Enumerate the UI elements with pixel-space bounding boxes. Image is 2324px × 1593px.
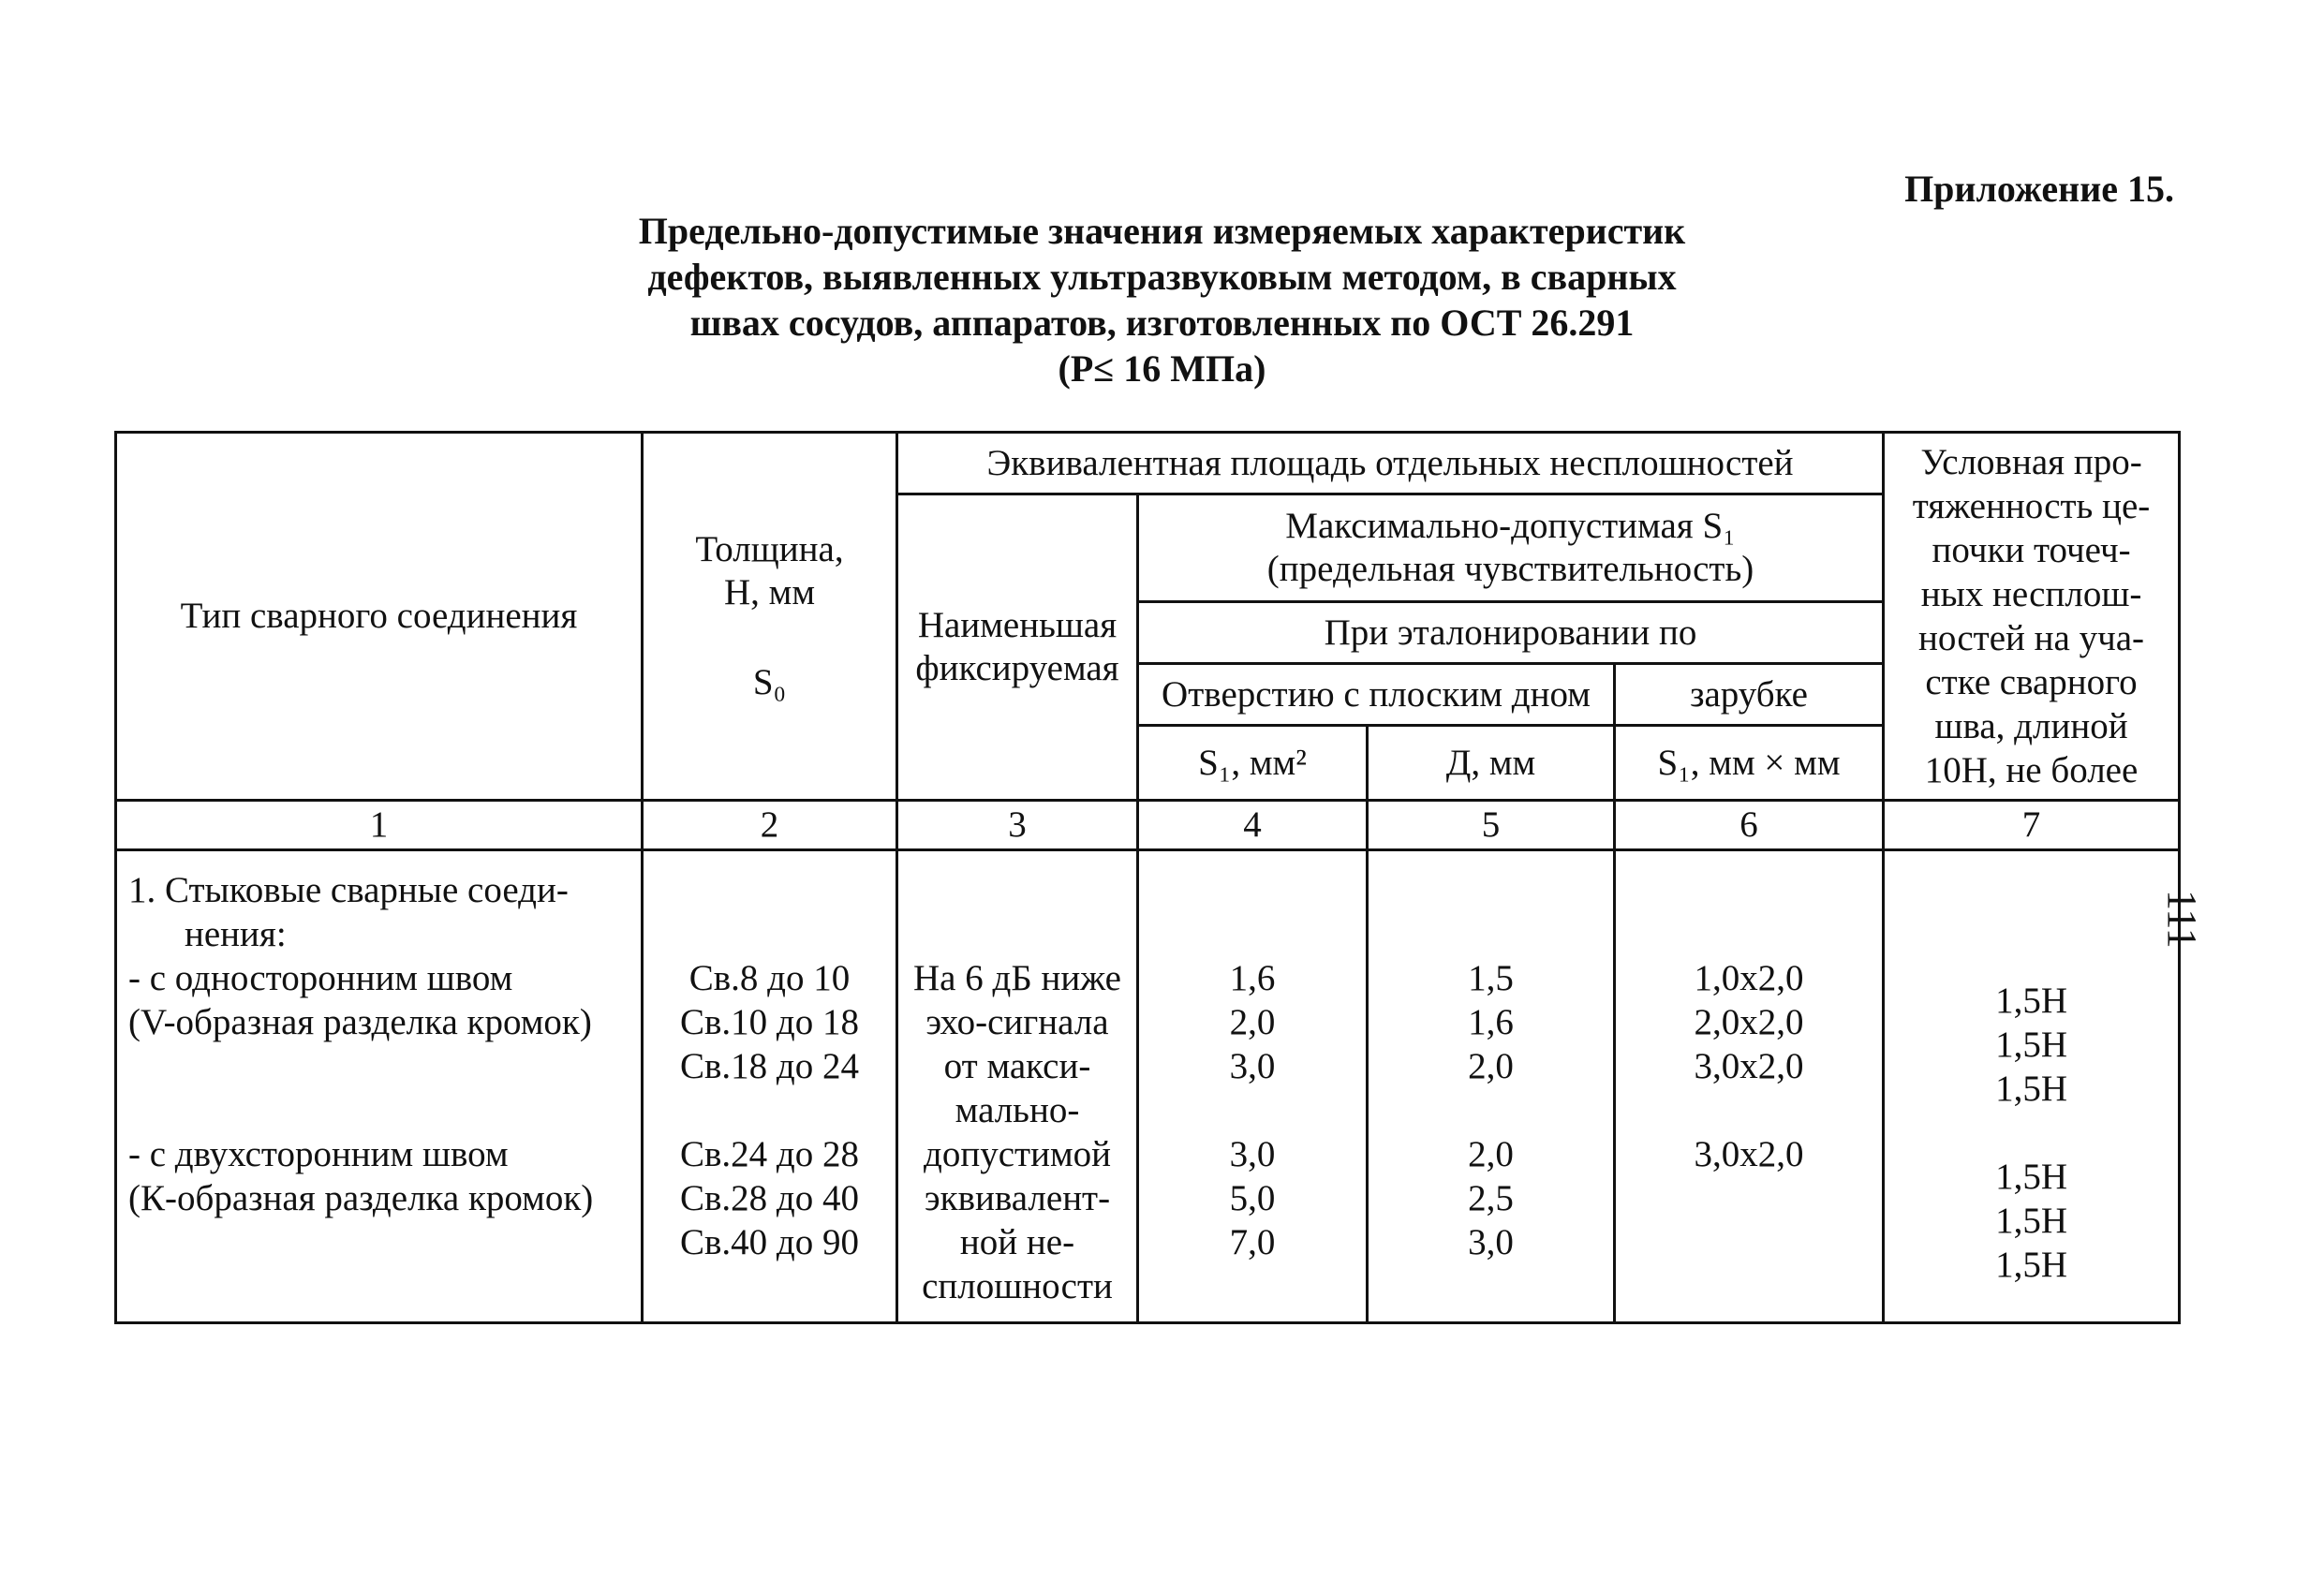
header-chain-line: ностей на уча- xyxy=(1918,618,2145,658)
header-diameter: Д, мм xyxy=(1368,726,1615,801)
joint-type-line: 1. Стыковые сварные соеди- xyxy=(128,870,569,910)
diameter-value: 1,5 xyxy=(1468,958,1514,998)
header-max-allowed xyxy=(1138,494,1884,602)
joint-type-cell xyxy=(116,850,643,1323)
min-detectable-line: от макси- xyxy=(943,1046,1091,1086)
diameter-value: 2,0 xyxy=(1468,1046,1514,1086)
header-chain-length xyxy=(1884,433,2180,801)
min-detectable-line: эквивалент- xyxy=(924,1178,1111,1218)
column-number: 7 xyxy=(1884,801,2180,850)
thickness-value: Св.10 до 18 xyxy=(679,1002,860,1042)
header-chain-line: стке сварного xyxy=(1925,662,2138,702)
appendix-label: Приложение 15. xyxy=(1904,168,2174,210)
title-line: Предельно-допустимые значения измеряемых характеристик xyxy=(638,210,1686,252)
thickness-value: Св.28 до 40 xyxy=(679,1178,860,1218)
diameter-value: 3,0 xyxy=(1468,1222,1514,1262)
s1-area-value: 3,0 xyxy=(1229,1134,1276,1174)
defects-table xyxy=(114,431,2181,1324)
header-joint-type: Тип сварного соединения xyxy=(116,433,643,801)
header-chain-line: почки точеч- xyxy=(1932,530,2131,570)
header-thickness-symbol: S₀ xyxy=(752,662,787,702)
joint-type-line: - с односторонним швом xyxy=(128,958,513,998)
thickness-cell xyxy=(643,850,897,1323)
header-min-line: Наименьшая xyxy=(917,605,1118,645)
document-title xyxy=(0,208,2324,391)
notch-s1-value: 3,0x2,0 xyxy=(1694,1046,1804,1086)
thickness-value: Св.18 до 24 xyxy=(679,1046,860,1086)
chain-length-value: 1,5Н xyxy=(1995,981,2067,1021)
s1-area-value: 7,0 xyxy=(1229,1222,1276,1262)
header-notch: зарубке xyxy=(1615,664,1884,726)
column-number: 3 xyxy=(897,801,1138,850)
column-number: 4 xyxy=(1138,801,1368,850)
s1-area-value: 3,0 xyxy=(1229,1046,1276,1086)
min-detectable-line: допустимой xyxy=(924,1134,1111,1174)
header-min-detectable xyxy=(897,494,1138,801)
header-thickness-line: Толщина, xyxy=(695,529,844,569)
diameter-value: 2,5 xyxy=(1468,1178,1514,1218)
notch-s1-value: 2,0x2,0 xyxy=(1694,1002,1804,1042)
column-number: 2 xyxy=(643,801,897,850)
margin-page-mark: 111 xyxy=(2159,890,2205,949)
chain-length-value: 1,5Н xyxy=(1995,1245,2067,1285)
joint-type-line: (К-образная разделка кромок) xyxy=(128,1178,594,1218)
header-chain-line: тяженность це- xyxy=(1912,486,2151,526)
chain-length-value: 1,5Н xyxy=(1995,1025,2067,1065)
min-detectable-line: ной не- xyxy=(959,1222,1075,1262)
s1-area-value: 5,0 xyxy=(1229,1178,1276,1218)
header-thickness-line: Н, мм xyxy=(723,572,816,612)
diameter-value: 1,6 xyxy=(1468,1002,1514,1042)
thickness-value: Св.24 до 28 xyxy=(679,1134,860,1174)
title-line: дефектов, выявленных ультразвуковым методом, в сварных xyxy=(647,256,1677,298)
header-max-line: Максимально-допустимая S₁ xyxy=(1285,506,1736,546)
header-s1-area: S₁, мм² xyxy=(1138,726,1368,801)
header-max-line: (предельная чувствительность) xyxy=(1266,549,1754,589)
s1-area-cell xyxy=(1138,850,1368,1323)
min-detectable-line: эхо-сигнала xyxy=(925,1002,1109,1042)
notch-s1-value: 3,0x2,0 xyxy=(1694,1134,1804,1174)
thickness-value: Св.8 до 10 xyxy=(688,958,851,998)
header-equivalent-area: Эквивалентная площадь отдельных несплошностей xyxy=(897,433,1884,494)
diameter-cell xyxy=(1368,850,1615,1323)
header-chain-line: ных несплош- xyxy=(1920,574,2142,614)
thickness-value: Св.40 до 90 xyxy=(679,1222,860,1262)
header-chain-line: 10Н, не более xyxy=(1924,750,2139,790)
diameter-value: 2,0 xyxy=(1468,1134,1514,1174)
notch-s1-value: 1,0x2,0 xyxy=(1694,958,1804,998)
min-detectable-line: сплошности xyxy=(922,1266,1113,1306)
chain-length-cell xyxy=(1884,850,2180,1323)
header-chain-line: шва, длиной xyxy=(1934,706,2128,746)
title-line: (P≤ 16 МПа) xyxy=(1058,347,1266,390)
column-number: 1 xyxy=(116,801,643,850)
joint-type-line: - с двухсторонним швом xyxy=(128,1134,509,1174)
header-min-line: фиксируемая xyxy=(915,648,1119,688)
joint-type-line: (V-образная разделка кромок) xyxy=(128,1002,592,1042)
notch-s1-cell xyxy=(1615,850,1884,1323)
header-flat-bottom-hole: Отверстию с плоским дном xyxy=(1138,664,1615,726)
column-number: 6 xyxy=(1615,801,1884,850)
header-s1-notch: S₁, мм × мм xyxy=(1615,726,1884,801)
header-chain-line: Условная про- xyxy=(1920,442,2142,482)
min-detectable-line: На 6 дБ ниже xyxy=(913,958,1121,998)
min-detectable-cell xyxy=(897,850,1138,1323)
title-line: швах сосудов, аппаратов, изготовленных по ОСТ 26.291 xyxy=(689,302,1635,344)
column-number: 5 xyxy=(1368,801,1615,850)
header-thickness xyxy=(643,433,897,801)
chain-length-value: 1,5Н xyxy=(1995,1201,2067,1241)
chain-length-value: 1,5Н xyxy=(1995,1157,2067,1197)
chain-length-value: 1,5Н xyxy=(1995,1069,2067,1109)
joint-type-line: нения: xyxy=(185,914,287,954)
s1-area-value: 2,0 xyxy=(1229,1002,1276,1042)
s1-area-value: 1,6 xyxy=(1229,958,1276,998)
header-calibration: При эталонировании по xyxy=(1138,602,1884,664)
min-detectable-line: мально- xyxy=(955,1090,1080,1130)
